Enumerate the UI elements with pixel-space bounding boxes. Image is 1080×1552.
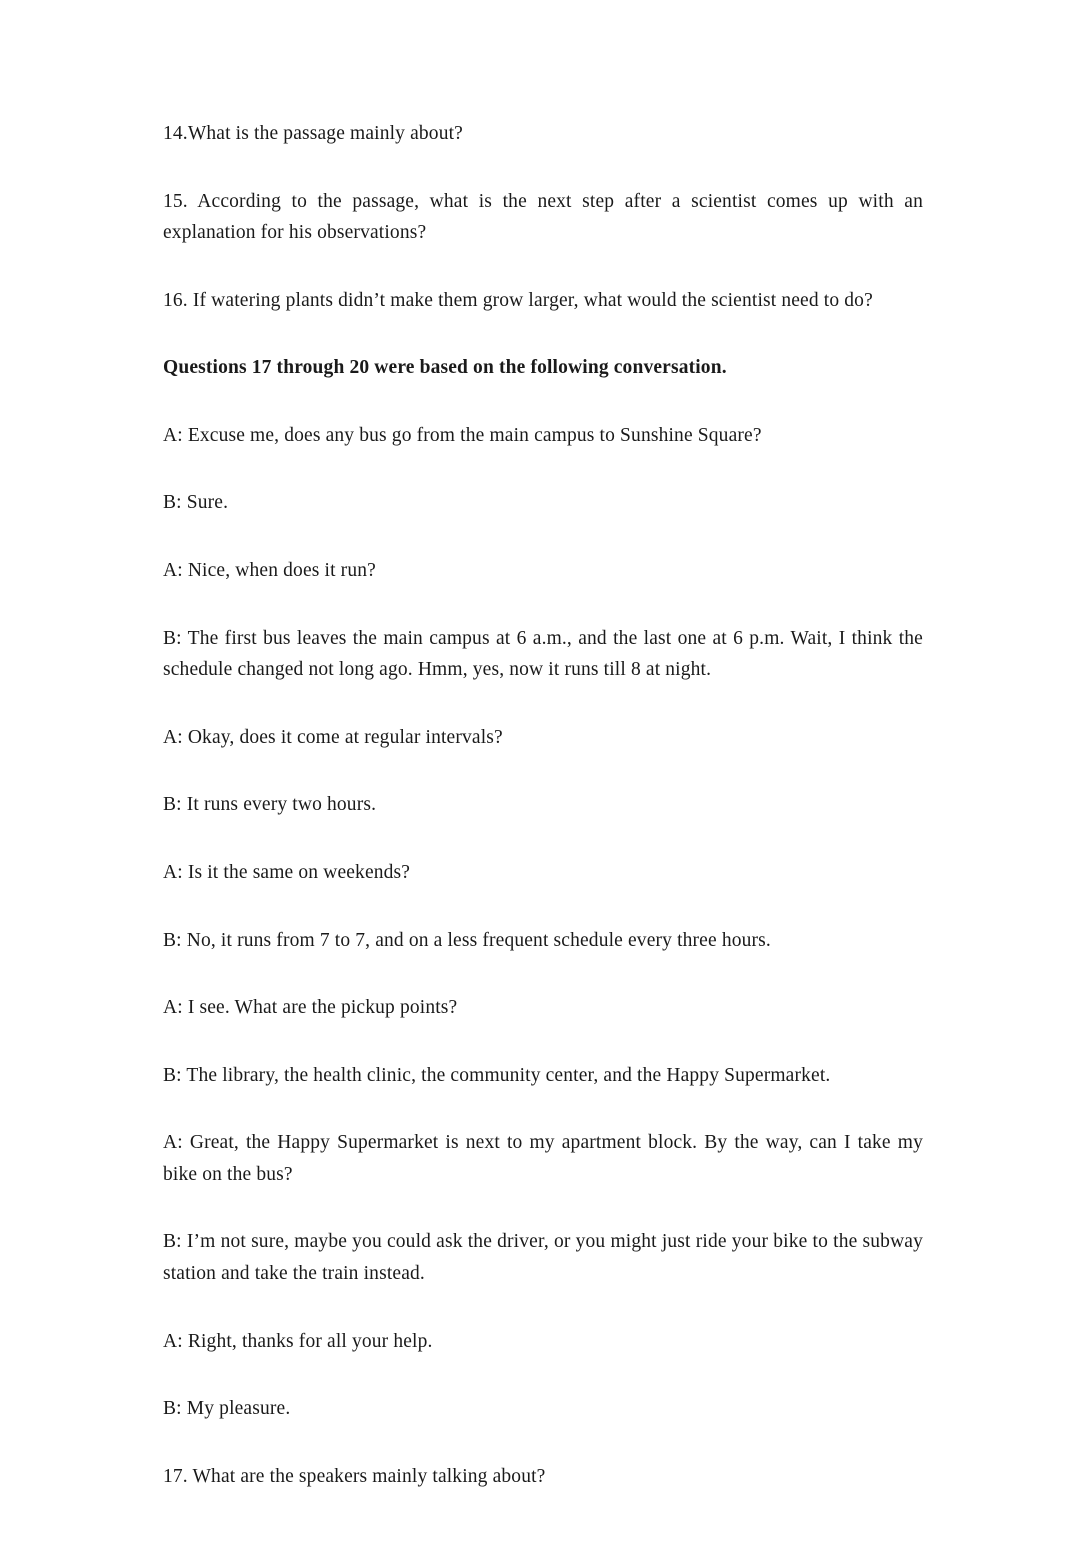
dialogue-line-b6: B: I’m not sure, maybe you could ask the driver, or you might just ride your bike to the subway station and take the train instead. — [163, 1231, 923, 1284]
question-16: 16. If watering plants didn’t make them grow larger, what would the scientist need to do? — [163, 289, 873, 311]
dialogue-line-a6: A: Great, the Happy Supermarket is next to my apartment block. By the way, can I take my bike on the bus? — [163, 1132, 923, 1185]
dialogue-line-b4: B: No, it runs from 7 to 7, and on a less frequent schedule every three hours. — [163, 929, 771, 951]
document-body — [163, 118, 923, 1492]
dialogue-line-b2: B: The first bus leaves the main campus at 6 a.m., and the last one at 6 p.m. Wait, I think the schedule changed not long ago. Hmm, yes, now it runs till 8 at night. — [163, 627, 923, 681]
question-17: 17. What are the speakers mainly talking about? — [163, 1465, 546, 1487]
question-15: 15. According to the passage, what is the next step after a scientist comes up with an explanation for his observations? — [163, 190, 923, 244]
dialogue-line-a5: A: I see. What are the pickup points? — [163, 997, 458, 1019]
dialogue-line-a3: A: Okay, does it come at regular intervals? — [163, 726, 503, 748]
question-14: 14.What is the passage mainly about? — [163, 123, 463, 144]
dialogue-line-b5: B: The library, the health clinic, the community center, and the Happy Supermarket. — [163, 1064, 831, 1086]
dialogue-line-a2: A: Nice, when does it run? — [163, 560, 376, 582]
dialogue-line-a1: A: Excuse me, does any bus go from the main campus to Sunshine Square? — [163, 424, 762, 446]
section-heading-questions-17-20: Questions 17 through 20 were based on the following conversation. — [163, 357, 727, 379]
dialogue-line-a7: A: Right, thanks for all your help. — [163, 1330, 433, 1352]
dialogue-line-b1: B: Sure. — [163, 492, 229, 514]
dialogue-line-b3: B: It runs every two hours. — [163, 794, 377, 816]
dialogue-line-a4: A: Is it the same on weekends? — [163, 861, 411, 883]
dialogue-line-b7: B: My pleasure. — [163, 1398, 291, 1420]
